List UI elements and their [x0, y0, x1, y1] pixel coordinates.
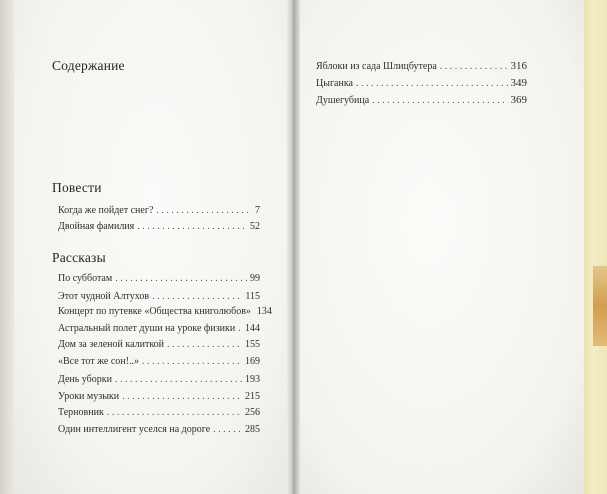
toc-entry-title: Яблоки из сада Шлицбутера: [316, 61, 437, 72]
toc-entry[interactable]: [58, 339, 260, 351]
toc-entry-page: 349: [510, 77, 527, 89]
toc-entry-page: 256: [245, 407, 260, 418]
toc-entry-page: 215: [245, 391, 260, 402]
toc-entry-page: 52: [250, 221, 260, 232]
toc-entry-page: 369: [510, 94, 527, 106]
toc-entry[interactable]: [316, 94, 527, 107]
toc-entry[interactable]: [316, 77, 527, 90]
toc-leader-dots: [122, 391, 242, 403]
book-cover-right-edge: [584, 0, 607, 494]
toc-entry[interactable]: [58, 306, 272, 318]
toc-leader-dots: [356, 78, 508, 90]
toc-leader-dots: [107, 407, 242, 419]
toc-entry[interactable]: [58, 374, 260, 386]
contents-heading: Содержание: [52, 58, 125, 73]
toc-entry-title: Терновник: [58, 407, 104, 418]
toc-leader-dots: [167, 339, 242, 351]
toc-entry[interactable]: [58, 391, 260, 403]
toc-entry-title: Дом за зеленой калиткой: [58, 339, 165, 350]
toc-entry-title: День уборки: [58, 374, 112, 385]
toc-entry-title: Уроки музыки: [58, 391, 120, 402]
toc-leader-dots: [142, 356, 242, 368]
toc-entry-title: По субботам: [58, 273, 113, 284]
toc-entry-title: Двойная фамилия: [58, 221, 135, 232]
toc-entry-page: 193: [245, 374, 260, 385]
toc-entry-title: Цыганка: [316, 78, 353, 89]
book-gutter: [286, 0, 300, 494]
toc-entry-page: 316: [510, 60, 527, 72]
toc-entry-page: 134: [256, 306, 272, 317]
toc-entry-page: 99: [250, 273, 260, 284]
toc-entry-title: Астральный полет души на уроке физики: [58, 323, 236, 334]
toc-entry-page: 7: [255, 205, 260, 216]
toc-entry-page: 155: [245, 339, 260, 350]
toc-entry-title: Душегубица: [316, 95, 370, 106]
toc-entry-title: Концерт по путевке «Общества книголюбов»: [58, 306, 251, 317]
toc-entry-page: 285: [245, 424, 260, 435]
toc-entry-title: Когда же пойдет снег?: [58, 205, 154, 216]
toc-entry[interactable]: [58, 291, 260, 303]
toc-entry[interactable]: [58, 323, 260, 335]
toc-entry[interactable]: [58, 424, 260, 436]
toc-leader-dots: [115, 374, 242, 386]
toc-leader-dots: [115, 273, 247, 285]
toc-entry-page: 144: [245, 323, 260, 334]
povesti-heading: Повести: [52, 180, 102, 195]
toc-entry[interactable]: [58, 273, 260, 285]
toc-leader-dots: [152, 291, 242, 303]
rasskazy-heading: Рассказы: [52, 250, 106, 265]
toc-entry[interactable]: [58, 407, 260, 419]
toc-entry[interactable]: [58, 205, 260, 217]
toc-entry[interactable]: [58, 221, 260, 233]
toc-leader-dots: [156, 205, 252, 217]
toc-leader-dots: [137, 221, 247, 233]
toc-leader-dots: [440, 61, 508, 73]
toc-leader-dots: [213, 424, 242, 436]
right-page: [300, 0, 587, 494]
toc-entry[interactable]: [58, 356, 260, 368]
toc-entry-title: Один интеллигент уселся на дороге: [58, 424, 211, 435]
toc-entry[interactable]: [316, 60, 527, 73]
toc-entry-page: 115: [245, 291, 260, 302]
toc-entry-page: 169: [245, 356, 260, 367]
toc-leader-dots: [372, 95, 507, 107]
toc-leader-dots: [238, 323, 242, 335]
left-page: [14, 0, 294, 494]
toc-entry-title: «Все тот же сон!..»: [58, 356, 139, 367]
toc-entry-title: Этот чудной Алтухов: [58, 291, 150, 302]
